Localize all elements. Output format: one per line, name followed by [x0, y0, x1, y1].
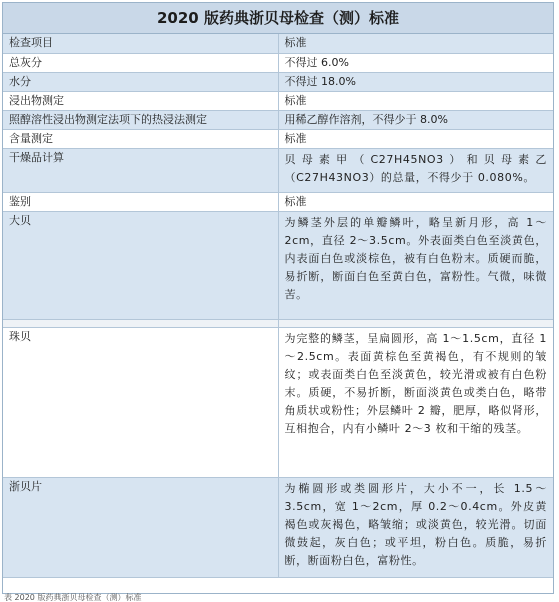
table-row [3, 477, 553, 577]
row-item: 珠贝 [3, 327, 278, 477]
column-header-item: 检查项目 [3, 34, 278, 53]
row-standard: 不得过 6.0% [278, 53, 553, 72]
table-row [3, 91, 553, 110]
table-title: 2020 版药典浙贝母检查（测）标准 [3, 3, 553, 34]
standards-table-frame [2, 2, 554, 594]
row-item: 浸出物测定 [3, 91, 278, 110]
table-row [3, 192, 553, 211]
row-item: 浙贝片 [3, 477, 278, 577]
column-header-standard: 标准 [278, 34, 553, 53]
table-caption: 表 2020 版药典浙贝母检查（测）标准 [4, 593, 142, 602]
row-item: 照醇溶性浸出物测定法项下的热浸法测定 [3, 110, 278, 129]
table-row [3, 148, 553, 192]
table-row [3, 129, 553, 148]
row-standard: 标准 [278, 129, 553, 148]
row-standard: 不得过 18.0% [278, 72, 553, 91]
row-item: 总灰分 [3, 53, 278, 72]
row-standard: 为完整的鳞茎，呈扁圆形，高 1～1.5cm，直径 1～2.5cm。表面黄棕色至黄褐色，有不规则的皱纹；或表面类白色至淡黄色，较光滑或被有白色粉末。质硬，不易折断，断面淡黄色或类白色，略带角质状或粉性；外层鳞叶 2 瓣，肥厚，略似肾形，互相抱合，内有小鳞叶 2～3 枚和干缩的残茎。 [278, 327, 553, 477]
table-row [3, 211, 553, 319]
table-row [3, 53, 553, 72]
row-item: 大贝 [3, 211, 278, 319]
row-item: 水分 [3, 72, 278, 91]
standards-table [3, 34, 553, 578]
row-standard: 为椭圆形或类圆形片，大小不一，长 1.5～3.5cm，宽 1～2cm，厚 0.2～0.4cm。外皮黄褐色或灰褐色，略皱缩；或淡黄色，较光滑。切面微鼓起，灰白色；或平坦，粉白色。质脆，易折断，断面粉白色，富粉性。 [278, 477, 553, 577]
row-standard: 贝母素甲（C27H45NO3）和贝母素乙（C27H43NO3）的总量，不得少于 0.080%。 [278, 148, 553, 192]
row-standard: 用稀乙醇作溶剂，不得少于 8.0% [278, 110, 553, 129]
row-standard: 标准 [278, 91, 553, 110]
table-row [3, 110, 553, 129]
table-row [3, 72, 553, 91]
row-item: 含量测定 [3, 129, 278, 148]
row-standard: 为鳞茎外层的单瓣鳞叶，略呈新月形，高 1～2cm，直径 2～3.5cm。外表面类白色至淡黄色，内表面白色或淡棕色，被有白色粉末。质硬而脆，易折断，断面白色至黄白色，富粉性。气微，味微苦。 [278, 211, 553, 319]
table-spacer [3, 319, 553, 327]
table-row [3, 34, 553, 53]
row-standard: 标准 [278, 192, 553, 211]
row-item: 鉴别 [3, 192, 278, 211]
row-item: 干燥品计算 [3, 148, 278, 192]
table-row [3, 327, 553, 477]
